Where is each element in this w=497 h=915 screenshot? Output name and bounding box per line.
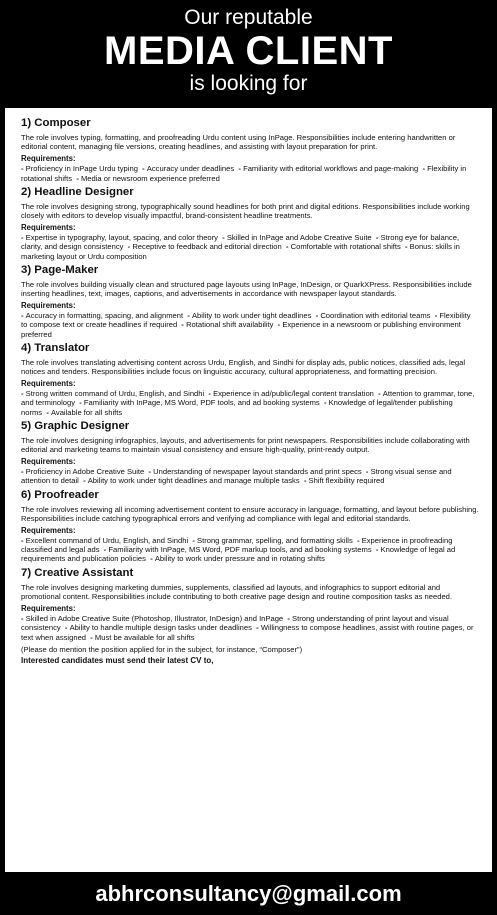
requirements-label: Requirements: bbox=[21, 457, 76, 467]
requirement-item: - Receptive to feedback and editorial direction bbox=[128, 242, 286, 251]
position-description: The role involves designing strong, typographically sound headlines for both print and digital editions. Responsibilities include working closely with editors to develop visually impactful, brand-consistent headline treatments. bbox=[21, 201, 470, 221]
requirement-item: - Familiarity with InPage, MS Word, PDF markup tools, and ad booking systems bbox=[104, 545, 376, 554]
position-description: The role involves translating advertising content across Urdu, English, and Sindhi for display ads, public notices, classified ads, legal notices and tenders. Responsibilities include focus on linguistic accuracy, cultural appropriateness, and formatting precision. bbox=[21, 357, 466, 377]
header-line-3: is looking for bbox=[189, 72, 308, 95]
requirement-item: - Skilled in Adobe Creative Suite (Photoshop, Illustrator, InDesign) and InPage bbox=[21, 614, 287, 623]
position-title: 1) Composer bbox=[21, 117, 91, 129]
requirement-item: - Knowledge of legal ad requirements and publication policies bbox=[21, 545, 455, 563]
position-description: The role involves typing, formatting, and proofreading Urdu content using InPage. Responsibilities include entering handwritten or editorial content, managing file versions, creating headlines, and assisting with layout preparation for print. bbox=[21, 133, 456, 152]
header-line-1: Our reputable bbox=[184, 6, 313, 29]
requirements-label: Requirements: bbox=[21, 223, 76, 233]
position-title: 3) Page-Maker bbox=[21, 263, 99, 276]
requirements-list bbox=[21, 536, 479, 564]
positions-panel bbox=[5, 108, 492, 872]
requirement-item: - Strong visual sense and attention to detail bbox=[21, 467, 452, 485]
contact-email[interactable]: abhrconsultancy@gmail.com bbox=[95, 881, 402, 906]
position-description: The role involves designing marketing dummies, supplements, classified ad layouts, and infographics to support editorial and promotional content. Responsibilities include contributing to both creative page design and routine composition tasks as needed. bbox=[21, 582, 453, 601]
requirement-item: - Strong understanding of print layout and visual consistency bbox=[21, 614, 449, 632]
requirement-item: - Coordination with editorial teams bbox=[316, 311, 435, 320]
requirements-list bbox=[21, 164, 479, 182]
requirement-item: - Rotational shift availability bbox=[181, 320, 277, 329]
call-to-action: Interested candidates must send their latest CV to, bbox=[21, 655, 214, 665]
requirements-list bbox=[21, 467, 479, 485]
requirement-item: - Accuracy under deadlines bbox=[142, 164, 238, 173]
position-title: 6) Proofreader bbox=[21, 488, 99, 501]
position-section bbox=[21, 420, 479, 486]
requirement-item: - Familiarity with InPage, MS Word, PDF tools, and ad booking systems bbox=[79, 398, 324, 407]
requirements-label: Requirements: bbox=[21, 154, 76, 164]
requirement-item: - Experience in a newsroom or publishing environment preferred bbox=[21, 320, 461, 338]
requirement-item: - Must be available for all shifts bbox=[90, 633, 198, 642]
position-section bbox=[21, 342, 479, 417]
requirement-item: - Experience in proofreading classified and legal ads bbox=[21, 536, 452, 554]
requirement-item: - Proficiency in Adobe Creative Suite bbox=[21, 467, 149, 476]
requirements-list bbox=[21, 233, 479, 261]
positions-list bbox=[21, 117, 479, 642]
requirement-item: - Understanding of newspaper layout standards and print specs bbox=[149, 467, 366, 476]
requirements-label: Requirements: bbox=[21, 604, 76, 614]
requirement-item: - Ability to work under tight deadlines and manage multiple tasks bbox=[83, 476, 304, 485]
requirement-item: - Strong written command of Urdu, English, and Sindhi bbox=[21, 389, 208, 398]
requirement-item: - Willingness to compose headlines, assist with routine pages, or text when assigned bbox=[21, 623, 474, 641]
requirement-item: - Available for all shifts bbox=[46, 408, 126, 417]
requirements-label: Requirements: bbox=[21, 379, 76, 389]
position-section bbox=[21, 186, 479, 261]
requirements-list bbox=[21, 614, 479, 642]
requirement-item: - Skilled in InPage and Adobe Creative Suite bbox=[222, 233, 376, 242]
position-section bbox=[21, 264, 479, 339]
requirement-item: - Experience in ad/public/legal content translation bbox=[208, 389, 378, 398]
position-description: The role involves building visually clean and structured page layouts using InPage, InDesign, or QuarkXPress. Responsibilities include inserting headlines, text, images, captions, and advertisements in accordance with newspaper layout standards. bbox=[21, 279, 472, 299]
requirements-label: Requirements: bbox=[21, 301, 76, 311]
requirement-item: - Knowledge of legal/tender publishing norms bbox=[21, 398, 453, 416]
requirement-item: - Accuracy in formatting, spacing, and alignment bbox=[21, 311, 187, 320]
requirement-item: - Flexibility to compose text or create headlines if required bbox=[21, 311, 471, 329]
requirements-label: Requirements: bbox=[21, 526, 76, 536]
position-title: 2) Headline Designer bbox=[21, 185, 134, 198]
position-description: The role involves reviewing all incoming advertisement content to ensure accuracy in language, formatting, and layout before publishing. Responsibilities include catching typographical errors and verifying ad compliance with legal and editorial standards. bbox=[21, 504, 479, 523]
position-section bbox=[21, 489, 479, 564]
application-note: (Please do mention the position applied for in the subject, for instance, “Composer”) bbox=[21, 644, 303, 654]
position-title: 4) Translator bbox=[21, 341, 90, 354]
position-title: 5) Graphic Designer bbox=[21, 419, 130, 432]
requirement-item: - Excellent command of Urdu, English, and Sindhi bbox=[21, 536, 192, 545]
ad-header bbox=[0, 0, 497, 108]
requirement-item: - Ability to handle multiple design tasks under deadlines bbox=[65, 623, 256, 632]
requirement-item: - Attention to grammar, tone, and terminology bbox=[21, 389, 474, 407]
requirement-item: - Shift flexibility required bbox=[304, 476, 389, 485]
requirement-item: - Media or newsroom experience preferred bbox=[76, 174, 224, 183]
requirement-item: - Comfortable with rotational shifts bbox=[286, 242, 405, 251]
requirement-item: - Proficiency in InPage Urdu typing bbox=[21, 164, 142, 173]
requirement-item: - Expertise in typography, layout, spacing, and color theory bbox=[21, 233, 222, 242]
requirement-item: - Familiarity with editorial workflows and page-making bbox=[238, 164, 422, 173]
requirement-item: - Ability to work under tight deadlines bbox=[187, 311, 315, 320]
requirements-list bbox=[21, 311, 479, 339]
position-section bbox=[21, 567, 479, 642]
requirement-item: - Bonus: skills in marketing layout or Urdu composition bbox=[21, 242, 460, 260]
requirement-item: - Flexibility in rotational shifts bbox=[21, 164, 466, 182]
position-description: The role involves designing infographics, layouts, and advertisements for print newspapers. Responsibilities include collaborating with editorial and marketing teams to maintain visual consistency and ensure high-quality, print-ready output. bbox=[21, 435, 470, 455]
position-title: 7) Creative Assistant bbox=[21, 566, 134, 579]
position-section bbox=[21, 117, 479, 183]
requirement-item: - Strong grammar, spelling, and formatting skills bbox=[192, 536, 357, 545]
requirements-list bbox=[21, 389, 479, 417]
requirement-item: - Strong eye for balance, clarity, and design consistency bbox=[21, 233, 459, 251]
requirement-item: - Ability to work under pressure and in rotating shifts bbox=[150, 554, 329, 563]
header-line-2: MEDIA CLIENT bbox=[104, 29, 393, 73]
